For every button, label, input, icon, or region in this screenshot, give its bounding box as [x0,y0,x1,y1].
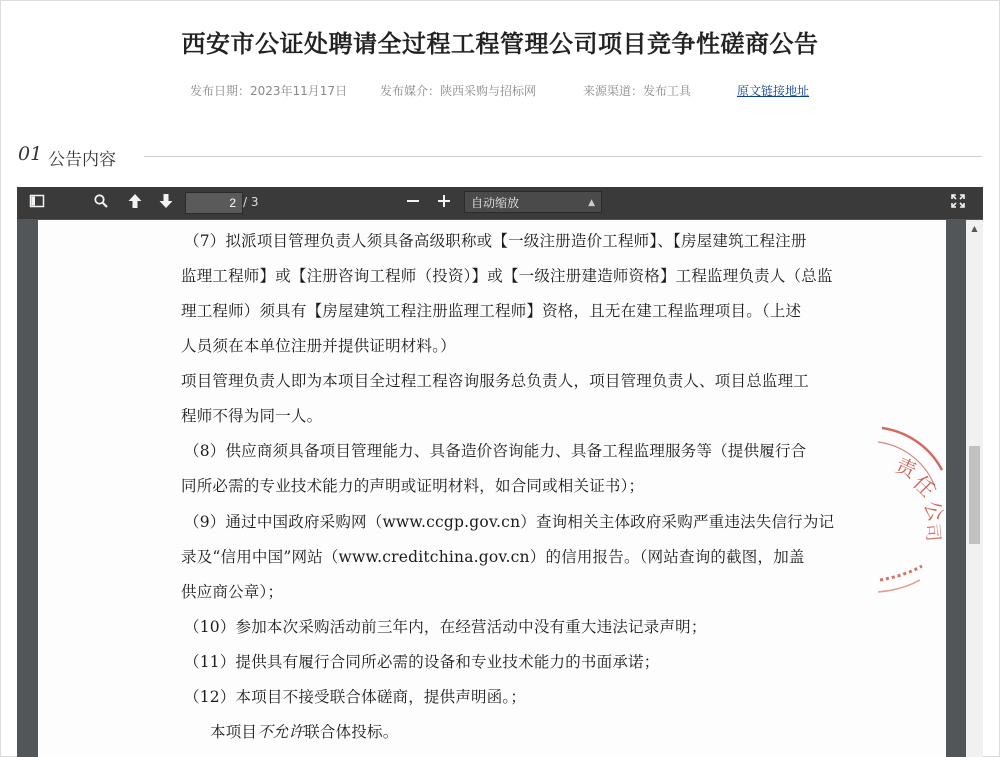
svg-text:公: 公 [919,497,949,525]
doc-line: 人员须在本单位注册并提供证明材料。） [181,337,456,355]
scrollbar-thumb[interactable] [969,446,980,544]
handwritten-text: 不允许 [257,723,305,741]
official-stamp-icon [874,420,949,620]
pdf-toolbar [17,187,983,219]
zoom-out-icon[interactable] [403,193,423,213]
svg-text:司: 司 [921,522,944,543]
pdf-page [38,220,949,757]
search-icon[interactable] [91,193,111,213]
doc-line: （10）参加本次采购活动前三年内，在经营活动中没有重大违法记录声明； [184,618,707,636]
doc-line: 同所必需的专业技术能力的声明或证明材料，如合同或相关证书）； [181,477,645,495]
section-heading [18,143,982,169]
select-caret-icon: ▲ [588,198,595,208]
sidebar-toggle-icon[interactable] [27,193,47,213]
zoom-in-icon[interactable] [434,193,454,213]
doc-line-prefix: 本项目 [210,723,258,741]
section-number: 01 [18,143,43,165]
next-page-icon[interactable] [156,193,176,213]
fullscreen-icon[interactable] [948,193,968,213]
svg-text:任: 任 [908,470,940,502]
publish-date: 发布日期：2023年11月17日 [190,84,348,98]
svg-text:责: 责 [891,452,921,483]
publish-media: 发布媒介：陕西采购与招标网 [380,84,537,98]
doc-line-last [210,720,398,742]
page-number-input[interactable] [185,192,243,214]
section-label: 公告内容 [48,150,116,170]
source-channel: 来源渠道：发布工具 [583,84,692,98]
article-meta [0,82,1000,98]
doc-line: 程师不得为同一人。 [181,407,323,425]
doc-line: 项目管理负责人即为本项目全过程工程咨询服务总负责人，项目管理负责人、项目总监理工 [181,372,810,390]
doc-line-suffix: 联合体投标。 [304,723,399,741]
doc-line: 监理工程师】或【注册咨询工程师（投资）】或【一级注册建造师资格】工程监理负责人（总监 [181,267,833,285]
doc-line: （11）提供具有履行合同所必需的设备和专业技术能力的书面承诺； [184,653,660,671]
doc-line: （9）通过中国政府采购网（www.ccgp.gov.cn）查询相关主体政府采购严重违法失信行为记 [184,513,835,531]
page-total: / 3 [243,195,259,209]
zoom-select[interactable] [464,191,602,213]
section-divider [144,156,982,157]
scroll-up-icon[interactable]: ▲ [971,224,978,233]
doc-line: 供应商公章）； [181,583,284,601]
doc-line: 理工程师）须具有【房屋建筑工程注册监理工程师】资格，且无在建工程监理项目。（上述 [181,302,802,320]
page-title: 西安市公证处聘请全过程工程管理公司项目竞争性磋商公告 [181,30,819,58]
original-link[interactable]: 原文链接地址 [737,84,810,98]
doc-line: 录及“信用中国”网站（www.creditchina.gov.cn）的信用报告。（网站查询的截图，加盖 [181,548,805,566]
doc-line: （7）拟派项目管理负责人须具备高级职称或【一级注册造价工程师】、【房屋建筑工程注册 [184,232,807,250]
doc-line: （12）本项目不接受联合体磋商，提供声明函。； [184,688,527,706]
previous-page-icon[interactable] [125,193,145,213]
zoom-select-value: 自动缩放 [471,196,520,210]
doc-line: （8）供应商须具备项目管理能力、具备造价咨询能力、具备工程监理服务等（提供履行合 [184,442,807,460]
pdf-viewer [17,187,983,757]
vertical-scrollbar[interactable] [966,220,983,757]
